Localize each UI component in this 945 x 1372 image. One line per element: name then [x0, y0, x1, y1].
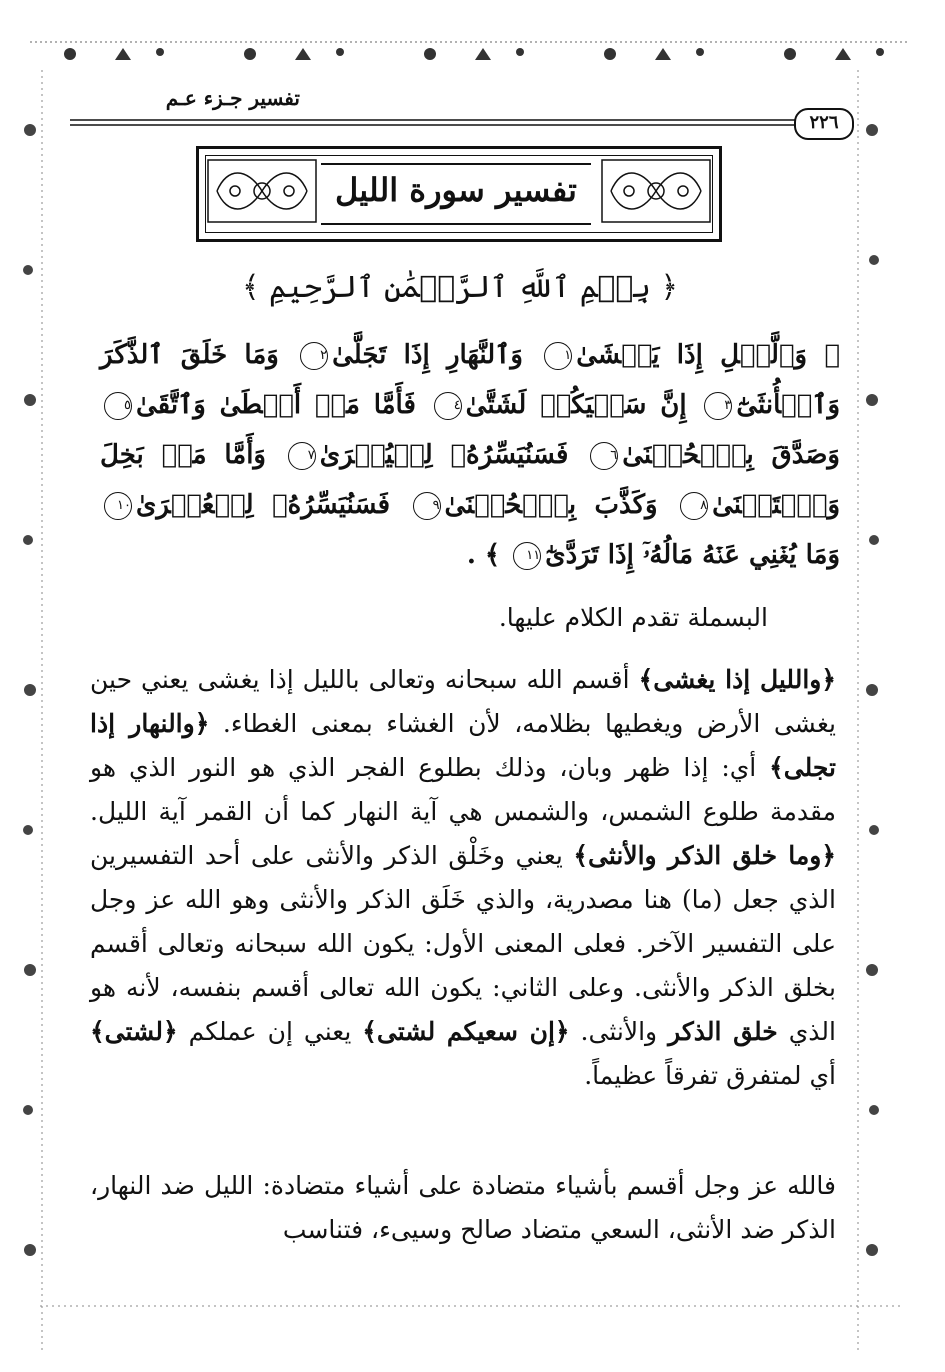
- title-band: [321, 163, 591, 225]
- commentary-text: أي: إذا ظهر وبان، وذلك بطلوع الفجر الذي هو النور الذي هو مقدمة طلوع الشمس، والشمس هي آية النهار كما أن القمر آية الليل.: [90, 753, 836, 826]
- basmala: ﴿ بِسۡمِ ٱللَّهِ ٱلرَّحۡمَٰنِ ٱلرَّحِيمِ ﴾: [241, 270, 679, 305]
- verse-text: وَصَدَّقَ بِٱلۡحُسۡنَىٰ: [622, 440, 840, 470]
- verse-number: ٦: [590, 442, 618, 470]
- quoted-verse: ﴿والليل إذا يغشى﴾: [638, 665, 836, 694]
- header-rule: [70, 116, 850, 130]
- decorative-right-border: [852, 70, 892, 1350]
- verse-text: فَسَنُيَسِّرُهُۥ لِلۡعُسۡرَىٰ: [136, 490, 391, 520]
- verse-number: ٥: [104, 392, 132, 420]
- verse-number: ١: [544, 342, 572, 370]
- arabesque-ornament-icon: [601, 159, 711, 223]
- verse-close-bracket: ﴾ .: [466, 540, 501, 570]
- verse-text: وَكَذَّبَ بِٱلۡحُسۡنَىٰ: [444, 490, 658, 520]
- paragraph-contrasts: فالله عز وجل أقسم بأشياء متضادة على أشياء متضادة: الليل ضد النهار، الذكر ضد الأنثى، السعي متضاد صالح وسيىء، فتناسب: [90, 1171, 836, 1244]
- verse-number: ٤: [434, 392, 462, 420]
- commentary-text: أقسم الله سبحانه وتعالى بالليل إذا يغشى يعني حين يغشى الأرض ويغطيها بظلامه، لأن الغشاء بمعنى الغطاء.: [90, 665, 836, 738]
- quoted-verse: ﴿وما خلق الذكر والأنثى﴾: [573, 841, 836, 870]
- verse-number: ٧: [288, 442, 316, 470]
- verse-text: إِنَّ سَعۡيَكُمۡ لَشَتَّىٰ: [465, 390, 687, 420]
- quoted-verse: ﴿لشتى﴾: [90, 1017, 178, 1046]
- decorative-top-border: [30, 30, 910, 74]
- verse-open-bracket: ﴿: [824, 340, 840, 370]
- verse-text: وَٱلنَّهَارِ إِذَا تَجَلَّىٰ: [332, 340, 523, 370]
- verse-text: وَٱلَّيۡلِ إِذَا يَغۡشَىٰ: [576, 340, 808, 370]
- verse-text: وَأَمَّا مَنۢ بَخِلَ وَٱسۡتَغۡنَىٰ: [100, 440, 840, 520]
- verse-number: ٩: [413, 492, 441, 520]
- surah-title: تفسير سورة الليل: [335, 171, 577, 209]
- decorative-bottom-border: [40, 1296, 900, 1316]
- verse-number: ٢: [300, 342, 328, 370]
- verse-number: ٣: [704, 392, 732, 420]
- paragraph-commentary: [90, 658, 836, 1138]
- arabesque-ornament-icon: [207, 159, 317, 223]
- verse-number: ٨: [680, 492, 708, 520]
- verse-text: وَمَا يُغۡنِي عَنۡهُ مَالُهُۥٓ إِذَا تَرَدَّىٰٓ: [545, 540, 840, 570]
- title-cartouche: [196, 146, 722, 242]
- running-header: تفسير جـزء عـم: [165, 86, 300, 110]
- quran-verses: [100, 330, 840, 570]
- commentary-text: أي لمتفرق تفرقاً عظيماً.: [584, 1061, 836, 1090]
- verse-text: فَسَنُيَسِّرُهُۥ لِلۡيُسۡرَىٰ: [319, 440, 569, 470]
- commentary-text: يعني وخَلْق الذكر والأنثى على أحد التفسيرين الذي جعل (ما) هنا مصدرية، والذي خَلَق الذكر والأنثى وهو الله عز وجل على التفسير الآخر. فعلى المعنى الأول: يكون الله سبحانه وتعالى أقسم بخلق الذكر والأنثى. وعلى الثاني: يكون الله تعالى أقسم بنفسه، لأنه هو الذي: [90, 841, 836, 1046]
- quoted-verse: ﴿إن سعيكم لشتى﴾: [362, 1017, 570, 1046]
- quoted-verse: ﴿والنهار إذا تجلى﴾: [90, 709, 836, 782]
- page-number: ٢٢٦: [794, 108, 854, 140]
- verse-number: ١١: [513, 542, 541, 570]
- decorative-left-border: [8, 70, 48, 1350]
- paragraph-basmala-note: البسملة تقدم الكلام عليها.: [498, 603, 768, 632]
- verse-number: ١٠: [104, 492, 132, 520]
- verse-text: فَأَمَّا مَنۡ أَعۡطَىٰ وَٱتَّقَىٰ: [136, 390, 416, 420]
- emphasis: خلق الذكر: [668, 1017, 778, 1046]
- commentary-text: يعني إن عملكم: [177, 1017, 363, 1046]
- verse-text: وَمَا خَلَقَ ٱلذَّكَرَ وَٱلۡأُنثَىٰٓ: [100, 340, 840, 420]
- commentary-text: والأنثى.: [569, 1017, 669, 1046]
